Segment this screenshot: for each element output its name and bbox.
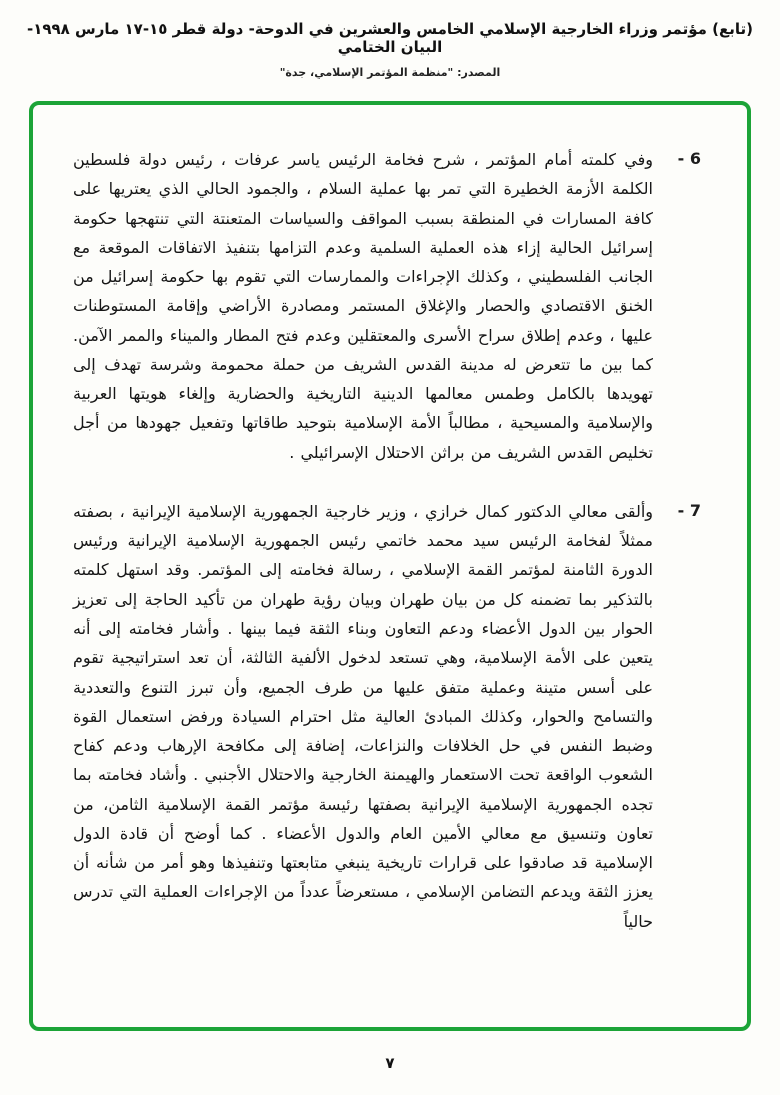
paragraph-item [73,145,701,467]
content-frame [29,101,751,1031]
paragraph-text: وفي كلمته أمام المؤتمر ، شرح فخامة الرئيس ياسر عرفات ، رئيس دولة فلسطين الكلمة الأزمة الخطيرة التي تمر بها عملية السلام ، والجمود الحالي الذي يعتريها على كافة المسارات في المنطقة بسبب المواقف والسياسات المتعنتة التي تنتهجها حكومة إسرائيل الحالية إزاء هذه العملية السلمية وعدم التزامها بتنفيذ الاتفاقات الموقعة مع الجانب الفلسطيني ، وكذلك الإجراءات والممارسات التي تقوم بها حكومة إسرائيل من الخنق الاقتصادي والحصار والإغلاق المستمر ومصادرة الأراضي وإقامة المستوطنات عليها ، وعدم إطلاق سراح الأسرى والمعتقلين وعدم فتح المطار والميناء والممر الآمن. كما بين ما تتعرض له مدينة القدس الشريف من حملة محمومة وشرسة تهدف إلى تهويدها بالكامل وطمس معالمها الدينية التاريخية والحضارية وإلغاء هويتها العربية والإسلامية والمسيحية ، مطالباً الأمة الإسلامية بتوحيد طاقاتها وتفعيل جهودها من أجل تخليص القدس الشريف من براثن الاحتلال الإسرائيلي . [73,150,653,462]
source-line: المصدر: "منظمة المؤتمر الإسلامي، جدة" [279,66,501,79]
page-number: ٧ [385,1054,395,1072]
paragraph-number: 6 - [677,149,701,168]
page-footer [0,1031,780,1095]
paragraph-text: وألقى معالي الدكتور كمال خرازي ، وزير خارجية الجمهورية الإسلامية الإيرانية ، بصفته ممثلاً لفخامة الرئيس سيد محمد خاتمي رئيس الجمهورية الإسلامية الإيرانية ورئيس الدورة الثامنة لمؤتمر القمة الإسلامي ، رسالة فخامته إلى المؤتمر. وقد استهل كلمته بالتذكير بما تضمنه كل من بيان طهران وبيان رؤية طهران من تأكيد الحاجة إلى تعزيز الحوار بين الدول الأعضاء ودعم التعاون وبناء الثقة فيما بينها . وأشار فخامته إلى أنه يتعين على الأمة الإسلامية، وهي تستعد لدخول الألفية الثالثة، أن تعد استراتيجية تقوم على أسس متينة وعملية متفق عليها من طرف الجميع، وأن تبرز التنوع والتعددية والتسامح والحوار، وكذلك المبادئ العالية مثل احترام السيادة ورفض استعمال القوة وضبط النفس في حل الخلافات والنزاعات، إضافة إلى مكافحة الإرهاب ودعم كفاح الشعوب الواقعة تحت الاستعمار والهيمنة الخارجية والاحتلال الأجنبي . وأشاد فخامته بما تجده الجمهورية الإسلامية الإيرانية بصفتها رئيسة مؤتمر القمة الإسلامية الثامن، من تعاون وتنسيق مع معالي الأمين العام والدول الأعضاء . كما أوضح أن قادة الدول الإسلامية قد صادقوا على قرارات تاريخية ينبغي متابعتها وتنفيذها وهو أمر من شأنه أن يعزز الثقة ويدعم التضامن الإسلامي ، مستعرضاً عدداً من الإجراءات العملية التي تدرس حالياً [73,501,653,931]
document-title: (تابع) مؤتمر وزراء الخارجية الإسلامي الخامس والعشرين في الدوحة- دولة قطر ١٥-١٧ مارس ١٩٩٨- البيان الختامي [26,20,754,56]
paragraph-item [73,497,701,936]
paragraph-number: 7 - [677,500,701,520]
page-header [0,0,780,79]
